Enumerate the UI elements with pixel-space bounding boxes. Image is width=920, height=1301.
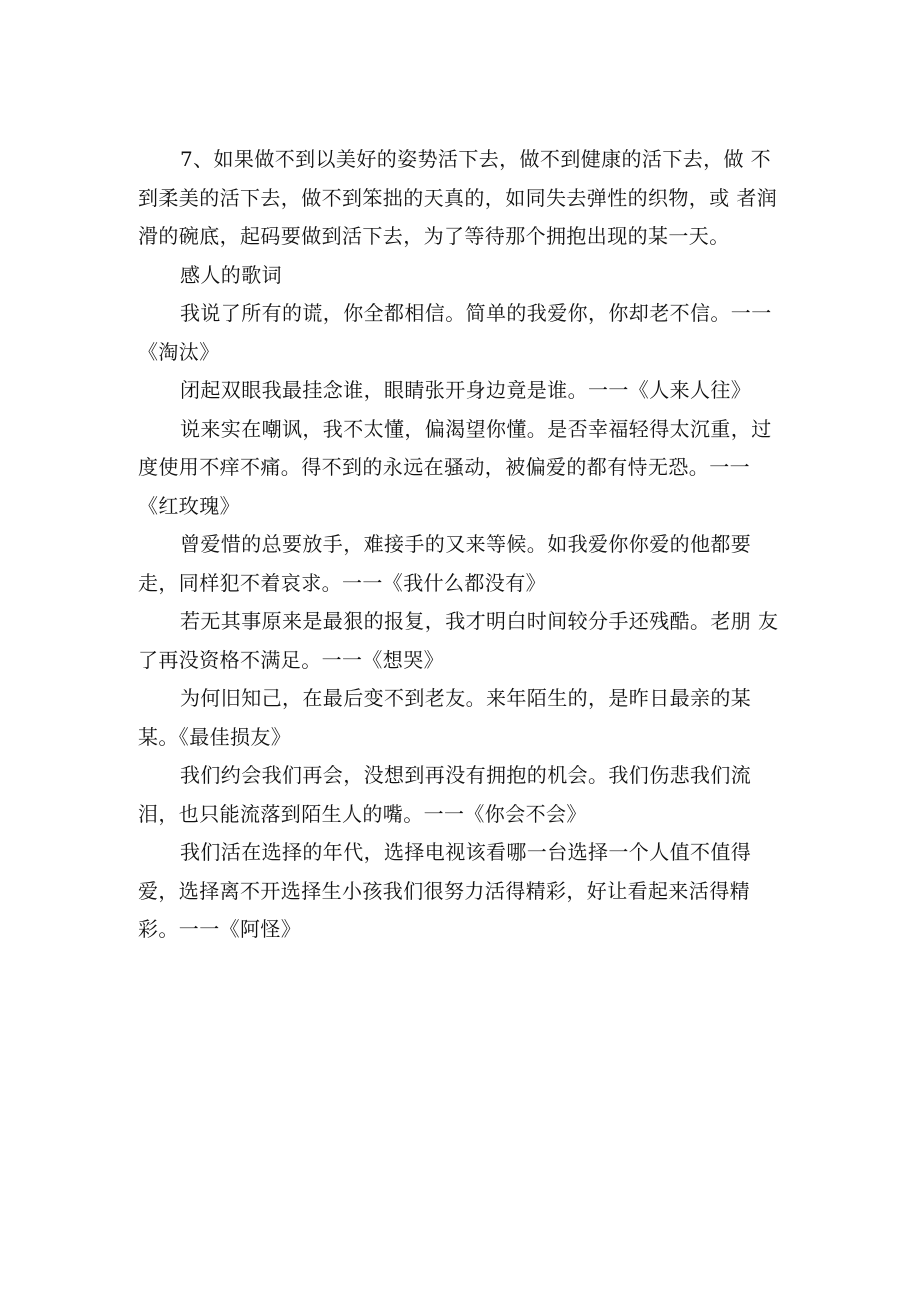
- paragraph-quote-7: 7、如果做不到以美好的姿势活下去，做不到健康的活下去，做 不到柔美的活下去，做不到笨拙的天真的，如同失去弹性的织物，或 者润滑的碗底，起码要做到活下去，为了等待那个拥抱出现的某一天。: [138, 147, 778, 248]
- lyric-woshenmedoumeiyou: 曾爱惜的总要放手，难接手的又来等候。如我爱你你爱的他都要 走，同样犯不着哀求。一一《我什么都没有》: [138, 532, 752, 595]
- lyric-renlairenwang: 闭起双眼我最挂念谁，眼睛张开身边竟是谁。一一《人来人往》: [180, 378, 752, 402]
- lyric-aguai: 我们活在选择的年代，选择电视该看哪一台选择一个人值不值得 爱，选择离不开选择生小孩我们很努力活得精彩，好让看起来活得精 彩。一一《阿怪》: [138, 840, 752, 941]
- lyric-hongmeigui: 说来实在嘲讽，我不太懂，偏渴望你懂。是否幸福轻得太沉重，过度使用不痒不痛。得不到的永远在骚动，被偏爱的都有恃无恐。一一 《红玫瑰》: [138, 416, 772, 518]
- document-page: [138, 140, 784, 949]
- lyric-nihuibuhui: 我们约会我们再会，没想到再没有拥抱的机会。我们伤悲我们流 泪，也只能流落到陌生人的嘴。一一《你会不会》: [138, 763, 752, 826]
- section-heading-lyrics: 感人的歌词: [180, 262, 282, 287]
- lyric-zuijiasunyou: 为何旧知己，在最后变不到老友。来年陌生的，是昨日最亲的某 某。《最佳损友》: [138, 686, 752, 749]
- lyric-xiangku: 若无其事原来是最狠的报复，我才明白时间较分手还残酷。老朋 友了再没资格不满足。一一《想哭》: [138, 609, 779, 672]
- lyric-taotai: 我说了所有的谎，你全都相信。简单的我爱你，你却老不信。一一《淘汰》: [138, 301, 772, 364]
